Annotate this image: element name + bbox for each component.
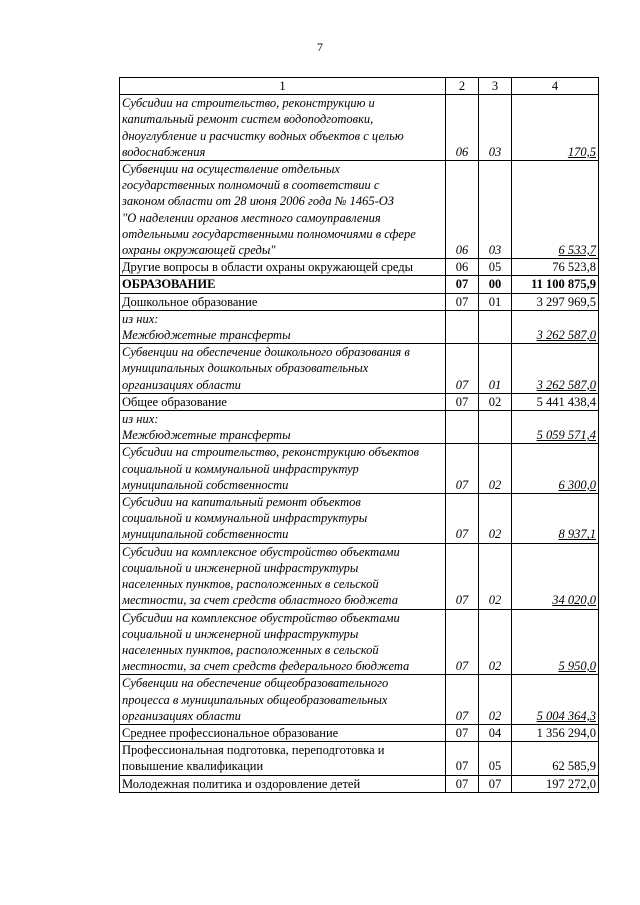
row-amount xyxy=(512,543,599,609)
row-amount xyxy=(512,411,599,444)
budget-table-body xyxy=(120,78,599,793)
amount-value: 76 523,8 xyxy=(552,260,596,275)
row-subsection-code: 02 xyxy=(479,494,512,544)
row-section-code: 07 xyxy=(446,742,479,775)
table-row xyxy=(120,310,599,343)
description-line: Субсидии на комплексное обустройство объектами xyxy=(122,544,400,559)
row-section-code: 06 xyxy=(446,259,479,276)
description-line: Субсидии на строительство, реконструкцию объектов xyxy=(122,445,419,460)
amount-value: 6 300,0 xyxy=(558,477,596,492)
description-line: организациях области xyxy=(122,708,241,723)
row-section-code: 07 xyxy=(446,276,479,293)
row-subsection-code: 02 xyxy=(479,675,512,725)
row-description xyxy=(120,494,446,544)
row-subsection-code: 02 xyxy=(479,609,512,675)
header-col-2: 2 xyxy=(446,78,479,95)
row-amount xyxy=(512,276,599,293)
description-line: Субсидии на строительство, реконструкцию и xyxy=(122,96,375,111)
table-row xyxy=(120,775,599,792)
description-line: водоснабжения xyxy=(122,144,206,159)
description-line: Межбюджетные трансферты xyxy=(122,428,291,443)
description-line: социальной и инженерной инфраструктуры xyxy=(122,560,359,575)
row-description xyxy=(120,775,446,792)
row-description xyxy=(120,259,446,276)
table-row xyxy=(120,95,599,161)
description-line: процесса в муниципальных общеобразовательных xyxy=(122,692,388,707)
table-row xyxy=(120,259,599,276)
table-row xyxy=(120,293,599,310)
amount-value: 6 533,7 xyxy=(558,243,596,258)
row-subsection-code: 04 xyxy=(479,724,512,741)
description-line: Общее образование xyxy=(122,394,227,409)
description-line: из них: xyxy=(122,311,159,326)
table-row xyxy=(120,411,599,444)
row-amount xyxy=(512,775,599,792)
amount-value: 5 059 571,4 xyxy=(536,428,596,443)
row-section-code: 07 xyxy=(446,393,479,410)
row-amount xyxy=(512,675,599,725)
description-line: населенных пунктов, расположенных в сельской xyxy=(122,577,379,592)
table-row xyxy=(120,393,599,410)
description-line: муниципальной собственности xyxy=(122,527,289,542)
table-row xyxy=(120,276,599,293)
description-line: Межбюджетные трансферты xyxy=(122,328,291,343)
table-header-row xyxy=(120,78,599,95)
row-section-code: 07 xyxy=(446,543,479,609)
header-col-1: 1 xyxy=(120,78,446,95)
row-subsection-code: 02 xyxy=(479,444,512,494)
row-subsection-code: 07 xyxy=(479,775,512,792)
description-line: повышение квалификации xyxy=(122,759,264,774)
description-line: Дошкольное образование xyxy=(122,294,258,309)
description-line: населенных пунктов, расположенных в сельской xyxy=(122,642,379,657)
table-row xyxy=(120,494,599,544)
description-line: охраны окружающей среды" xyxy=(122,243,276,258)
row-amount xyxy=(512,609,599,675)
table-row xyxy=(120,344,599,394)
table-row xyxy=(120,675,599,725)
header-col-4: 4 xyxy=(512,78,599,95)
description-line: муниципальных дошкольных образовательных xyxy=(122,361,369,376)
row-section-code xyxy=(446,310,479,343)
description-line: местности, за счет средств областного бюджета xyxy=(122,593,398,608)
row-amount xyxy=(512,259,599,276)
amount-value: 5 004 364,3 xyxy=(536,708,596,723)
amount-value: 11 100 875,9 xyxy=(531,277,596,292)
row-amount xyxy=(512,742,599,775)
amount-value: 62 585,9 xyxy=(552,759,596,774)
table-row xyxy=(120,543,599,609)
row-subsection-code: 00 xyxy=(479,276,512,293)
row-subsection-code: 02 xyxy=(479,543,512,609)
description-line: Субвенции на обеспечение дошкольного образования в xyxy=(122,345,410,360)
amount-value: 197 272,0 xyxy=(546,776,596,791)
description-line: дноуглубление и расчистку водных объектов с целью xyxy=(122,128,404,143)
row-section-code: 07 xyxy=(446,675,479,725)
description-line: местности, за счет средств федерального бюджета xyxy=(122,659,410,674)
table-row xyxy=(120,609,599,675)
row-description xyxy=(120,543,446,609)
row-subsection-code: 03 xyxy=(479,161,512,259)
description-line: организациях области xyxy=(122,377,241,392)
amount-value: 5 441 438,4 xyxy=(536,394,596,409)
row-amount xyxy=(512,494,599,544)
row-section-code: 06 xyxy=(446,161,479,259)
row-section-code xyxy=(446,411,479,444)
description-line: отдельными государственными полномочиями в сфере xyxy=(122,226,416,241)
description-line: ОБРАЗОВАНИЕ xyxy=(122,277,216,292)
row-section-code: 07 xyxy=(446,444,479,494)
row-subsection-code: 01 xyxy=(479,344,512,394)
amount-value: 8 937,1 xyxy=(558,527,596,542)
row-subsection-code: 05 xyxy=(479,742,512,775)
description-line: законом области от 28 июня 2006 года № 1465-ОЗ xyxy=(122,194,394,209)
row-description xyxy=(120,161,446,259)
description-line: муниципальной собственности xyxy=(122,477,289,492)
amount-value: 170,5 xyxy=(567,144,596,159)
row-description xyxy=(120,310,446,343)
row-subsection-code xyxy=(479,310,512,343)
description-line: Субсидии на капитальный ремонт объектов xyxy=(122,495,361,510)
row-description xyxy=(120,444,446,494)
row-description xyxy=(120,293,446,310)
row-description xyxy=(120,95,446,161)
description-line: Субвенции на осуществление отдельных xyxy=(122,162,340,177)
row-amount xyxy=(512,95,599,161)
row-section-code: 07 xyxy=(446,344,479,394)
amount-value: 1 356 294,0 xyxy=(536,725,596,740)
page-number: 7 xyxy=(317,40,323,54)
description-line: капитальный ремонт систем водоподготовки, xyxy=(122,112,374,127)
row-amount xyxy=(512,724,599,741)
description-line: государственных полномочий в соответствии с xyxy=(122,178,380,193)
row-description xyxy=(120,411,446,444)
row-amount xyxy=(512,393,599,410)
description-line: Субсидии на комплексное обустройство объектами xyxy=(122,610,400,625)
table-row xyxy=(120,161,599,259)
table-row xyxy=(120,444,599,494)
row-section-code: 07 xyxy=(446,609,479,675)
table-row xyxy=(120,724,599,741)
description-line: социальной и коммунальной инфраструктуры xyxy=(122,511,368,526)
row-section-code: 07 xyxy=(446,293,479,310)
row-subsection-code: 05 xyxy=(479,259,512,276)
row-section-code: 07 xyxy=(446,724,479,741)
description-line: Другие вопросы в области охраны окружающей среды xyxy=(122,260,414,275)
row-amount xyxy=(512,444,599,494)
row-section-code: 07 xyxy=(446,775,479,792)
row-description xyxy=(120,276,446,293)
row-amount xyxy=(512,161,599,259)
amount-value: 34 020,0 xyxy=(552,593,596,608)
row-description xyxy=(120,393,446,410)
description-line: социальной и коммунальной инфраструктур xyxy=(122,461,359,476)
amount-value: 3 262 587,0 xyxy=(536,328,596,343)
row-description xyxy=(120,609,446,675)
row-amount xyxy=(512,344,599,394)
description-line: социальной и инженерной инфраструктуры xyxy=(122,626,359,641)
header-col-3: 3 xyxy=(479,78,512,95)
amount-value: 3 297 969,5 xyxy=(536,294,596,309)
row-subsection-code: 02 xyxy=(479,393,512,410)
description-line: Среднее профессиональное образование xyxy=(122,725,339,740)
row-section-code: 07 xyxy=(446,494,479,544)
description-line: "О наделении органов местного самоуправления xyxy=(122,210,381,225)
row-subsection-code xyxy=(479,411,512,444)
amount-value: 5 950,0 xyxy=(558,659,596,674)
description-line: из них: xyxy=(122,412,159,427)
description-line: Профессиональная подготовка, переподготовка и xyxy=(122,743,385,758)
row-description xyxy=(120,742,446,775)
row-subsection-code: 03 xyxy=(479,95,512,161)
row-amount xyxy=(512,293,599,310)
row-amount xyxy=(512,310,599,343)
description-line: Субвенции на обеспечение общеобразовательного xyxy=(122,676,389,691)
row-section-code: 06 xyxy=(446,95,479,161)
row-description xyxy=(120,344,446,394)
description-line: Молодежная политика и оздоровление детей xyxy=(122,776,361,791)
budget-table xyxy=(119,77,599,793)
row-description xyxy=(120,724,446,741)
row-description xyxy=(120,675,446,725)
table-row xyxy=(120,742,599,775)
amount-value: 3 262 587,0 xyxy=(536,377,596,392)
row-subsection-code: 01 xyxy=(479,293,512,310)
